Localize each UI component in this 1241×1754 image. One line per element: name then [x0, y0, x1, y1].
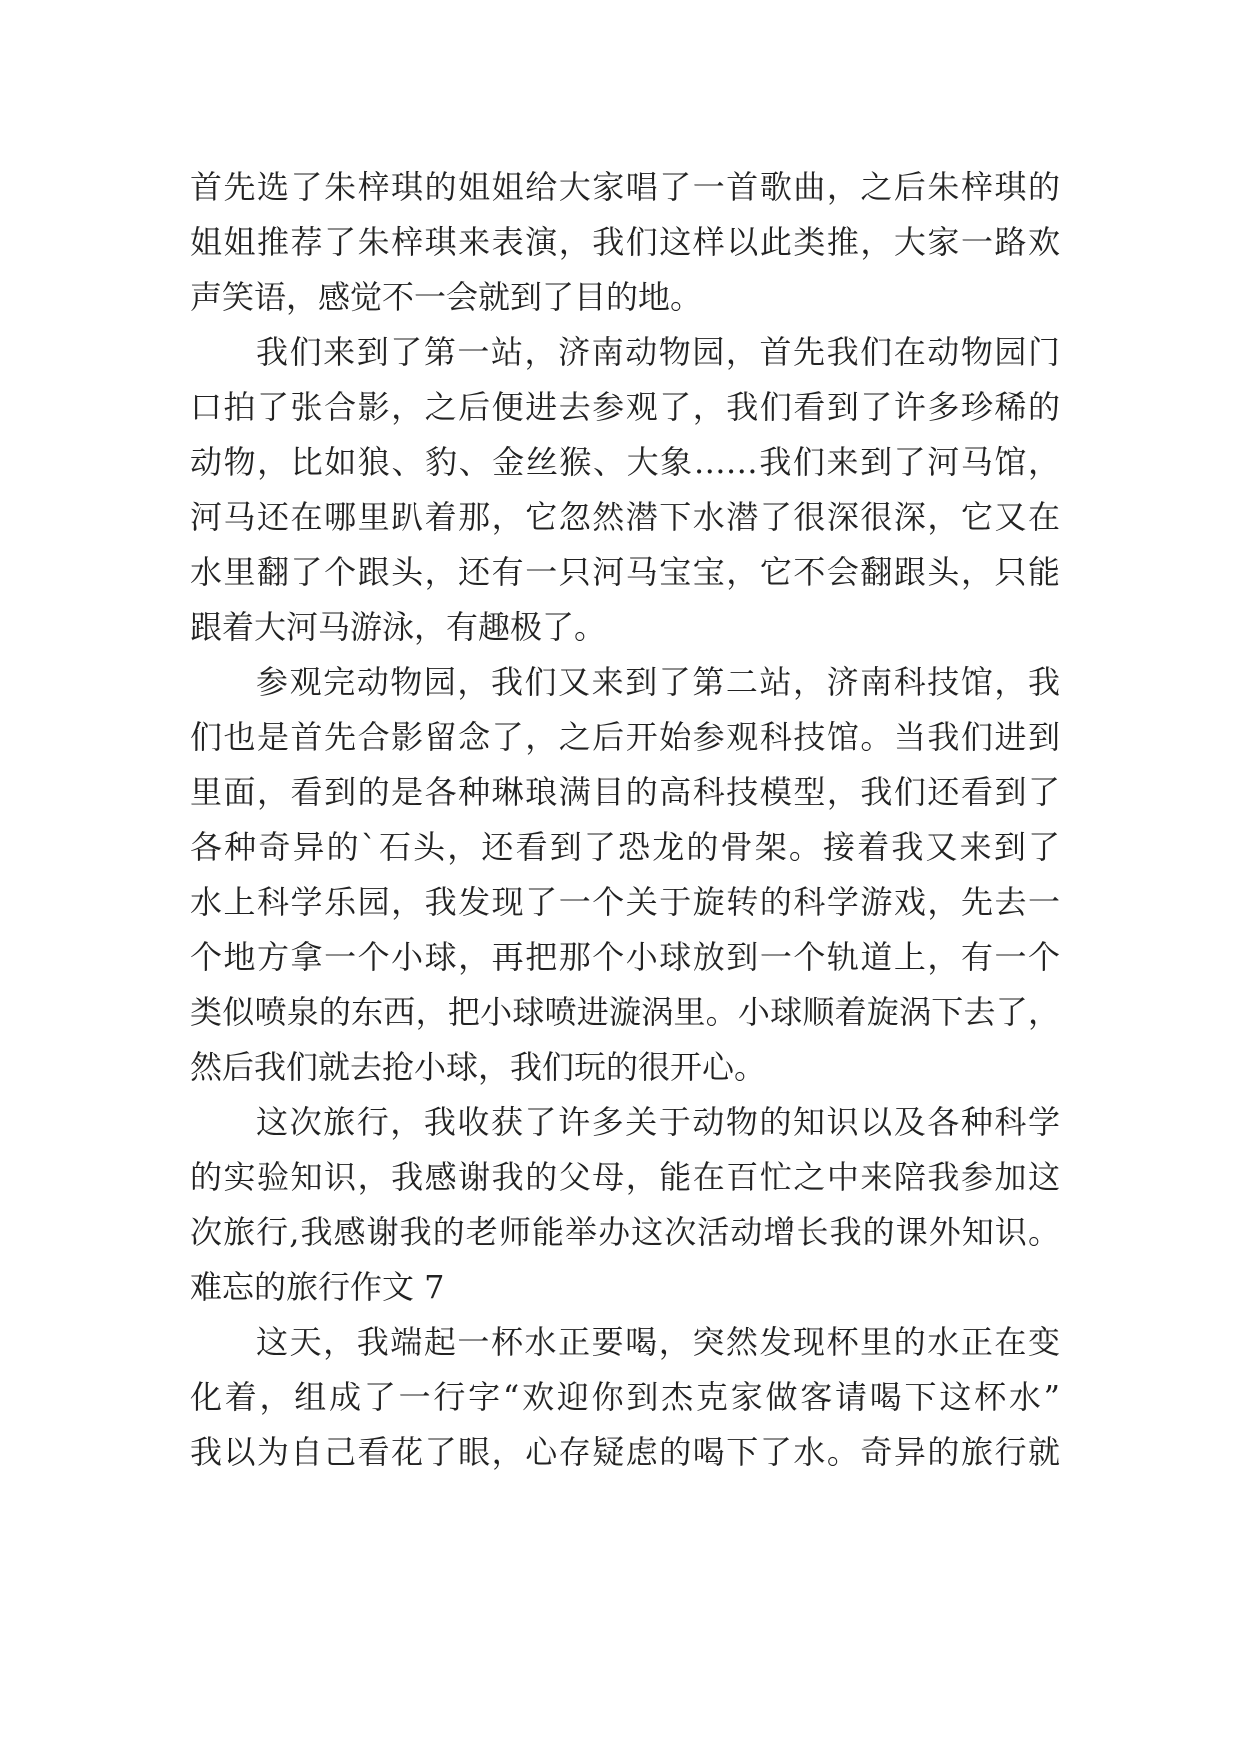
section-heading: 难忘的旅行作文 7: [190, 1268, 445, 1306]
text-line: 然后我们就去抢小球，我们玩的很开心。: [190, 1048, 767, 1086]
text-line: 们也是首先合影留念了，之后开始参观科技馆。当我们进到: [190, 718, 1060, 756]
text-line: 跟着大河马游泳，有趣极了。: [190, 608, 607, 646]
text-line: 里面，看到的是各种琳琅满目的高科技模型，我们还看到了: [190, 773, 1060, 811]
text-line: 首先选了朱梓琪的姐姐给大家唱了一首歌曲，之后朱梓琪的: [190, 168, 1060, 206]
text-line: 化着，组成了一行字“欢迎你到杰克家做客请喝下这杯水”: [190, 1378, 1060, 1416]
text-line: 河马还在哪里趴着那，它忽然潜下水潜了很深很深，它又在: [190, 498, 1060, 536]
paragraph-first-line: 参观完动物园，我们又来到了第二站，济南科技馆，我: [256, 663, 1060, 701]
text-line: 的实验知识，我感谢我的父母，能在百忙之中来陪我参加这: [190, 1158, 1060, 1196]
text-line: 各种奇异的`石头，还看到了恐龙的骨架。接着我又来到了: [190, 828, 1060, 866]
text-line: 动物，比如狼、豹、金丝猴、大象……我们来到了河马馆，: [190, 443, 1060, 481]
text-line: 我以为自己看花了眼，心存疑虑的喝下了水。奇异的旅行就: [190, 1433, 1060, 1471]
text-line: 口拍了张合影，之后便进去参观了，我们看到了许多珍稀的: [190, 388, 1060, 426]
text-line: 水里翻了个跟头，还有一只河马宝宝，它不会翻跟头，只能: [190, 553, 1060, 591]
text-line: 个地方拿一个小球，再把那个小球放到一个轨道上，有一个: [190, 938, 1060, 976]
text-line: 次旅行,我感谢我的老师能举办这次活动增长我的课外知识。: [190, 1213, 1060, 1251]
text-line: 类似喷泉的东西，把小球喷进漩涡里。小球顺着旋涡下去了，: [190, 993, 1060, 1031]
text-line: 声笑语，感觉不一会就到了目的地。: [190, 278, 703, 316]
document-body: [190, 160, 1060, 1480]
paragraph-first-line: 这天，我端起一杯水正要喝，突然发现杯里的水正在变: [256, 1323, 1060, 1361]
paragraph-first-line: 这次旅行，我收获了许多关于动物的知识以及各种科学: [256, 1103, 1060, 1141]
paragraph-first-line: 我们来到了第一站，济南动物园，首先我们在动物园门: [256, 333, 1060, 371]
text-line: 水上科学乐园，我发现了一个关于旋转的科学游戏，先去一: [190, 883, 1060, 921]
text-line: 姐姐推荐了朱梓琪来表演，我们这样以此类推，大家一路欢: [190, 223, 1060, 261]
